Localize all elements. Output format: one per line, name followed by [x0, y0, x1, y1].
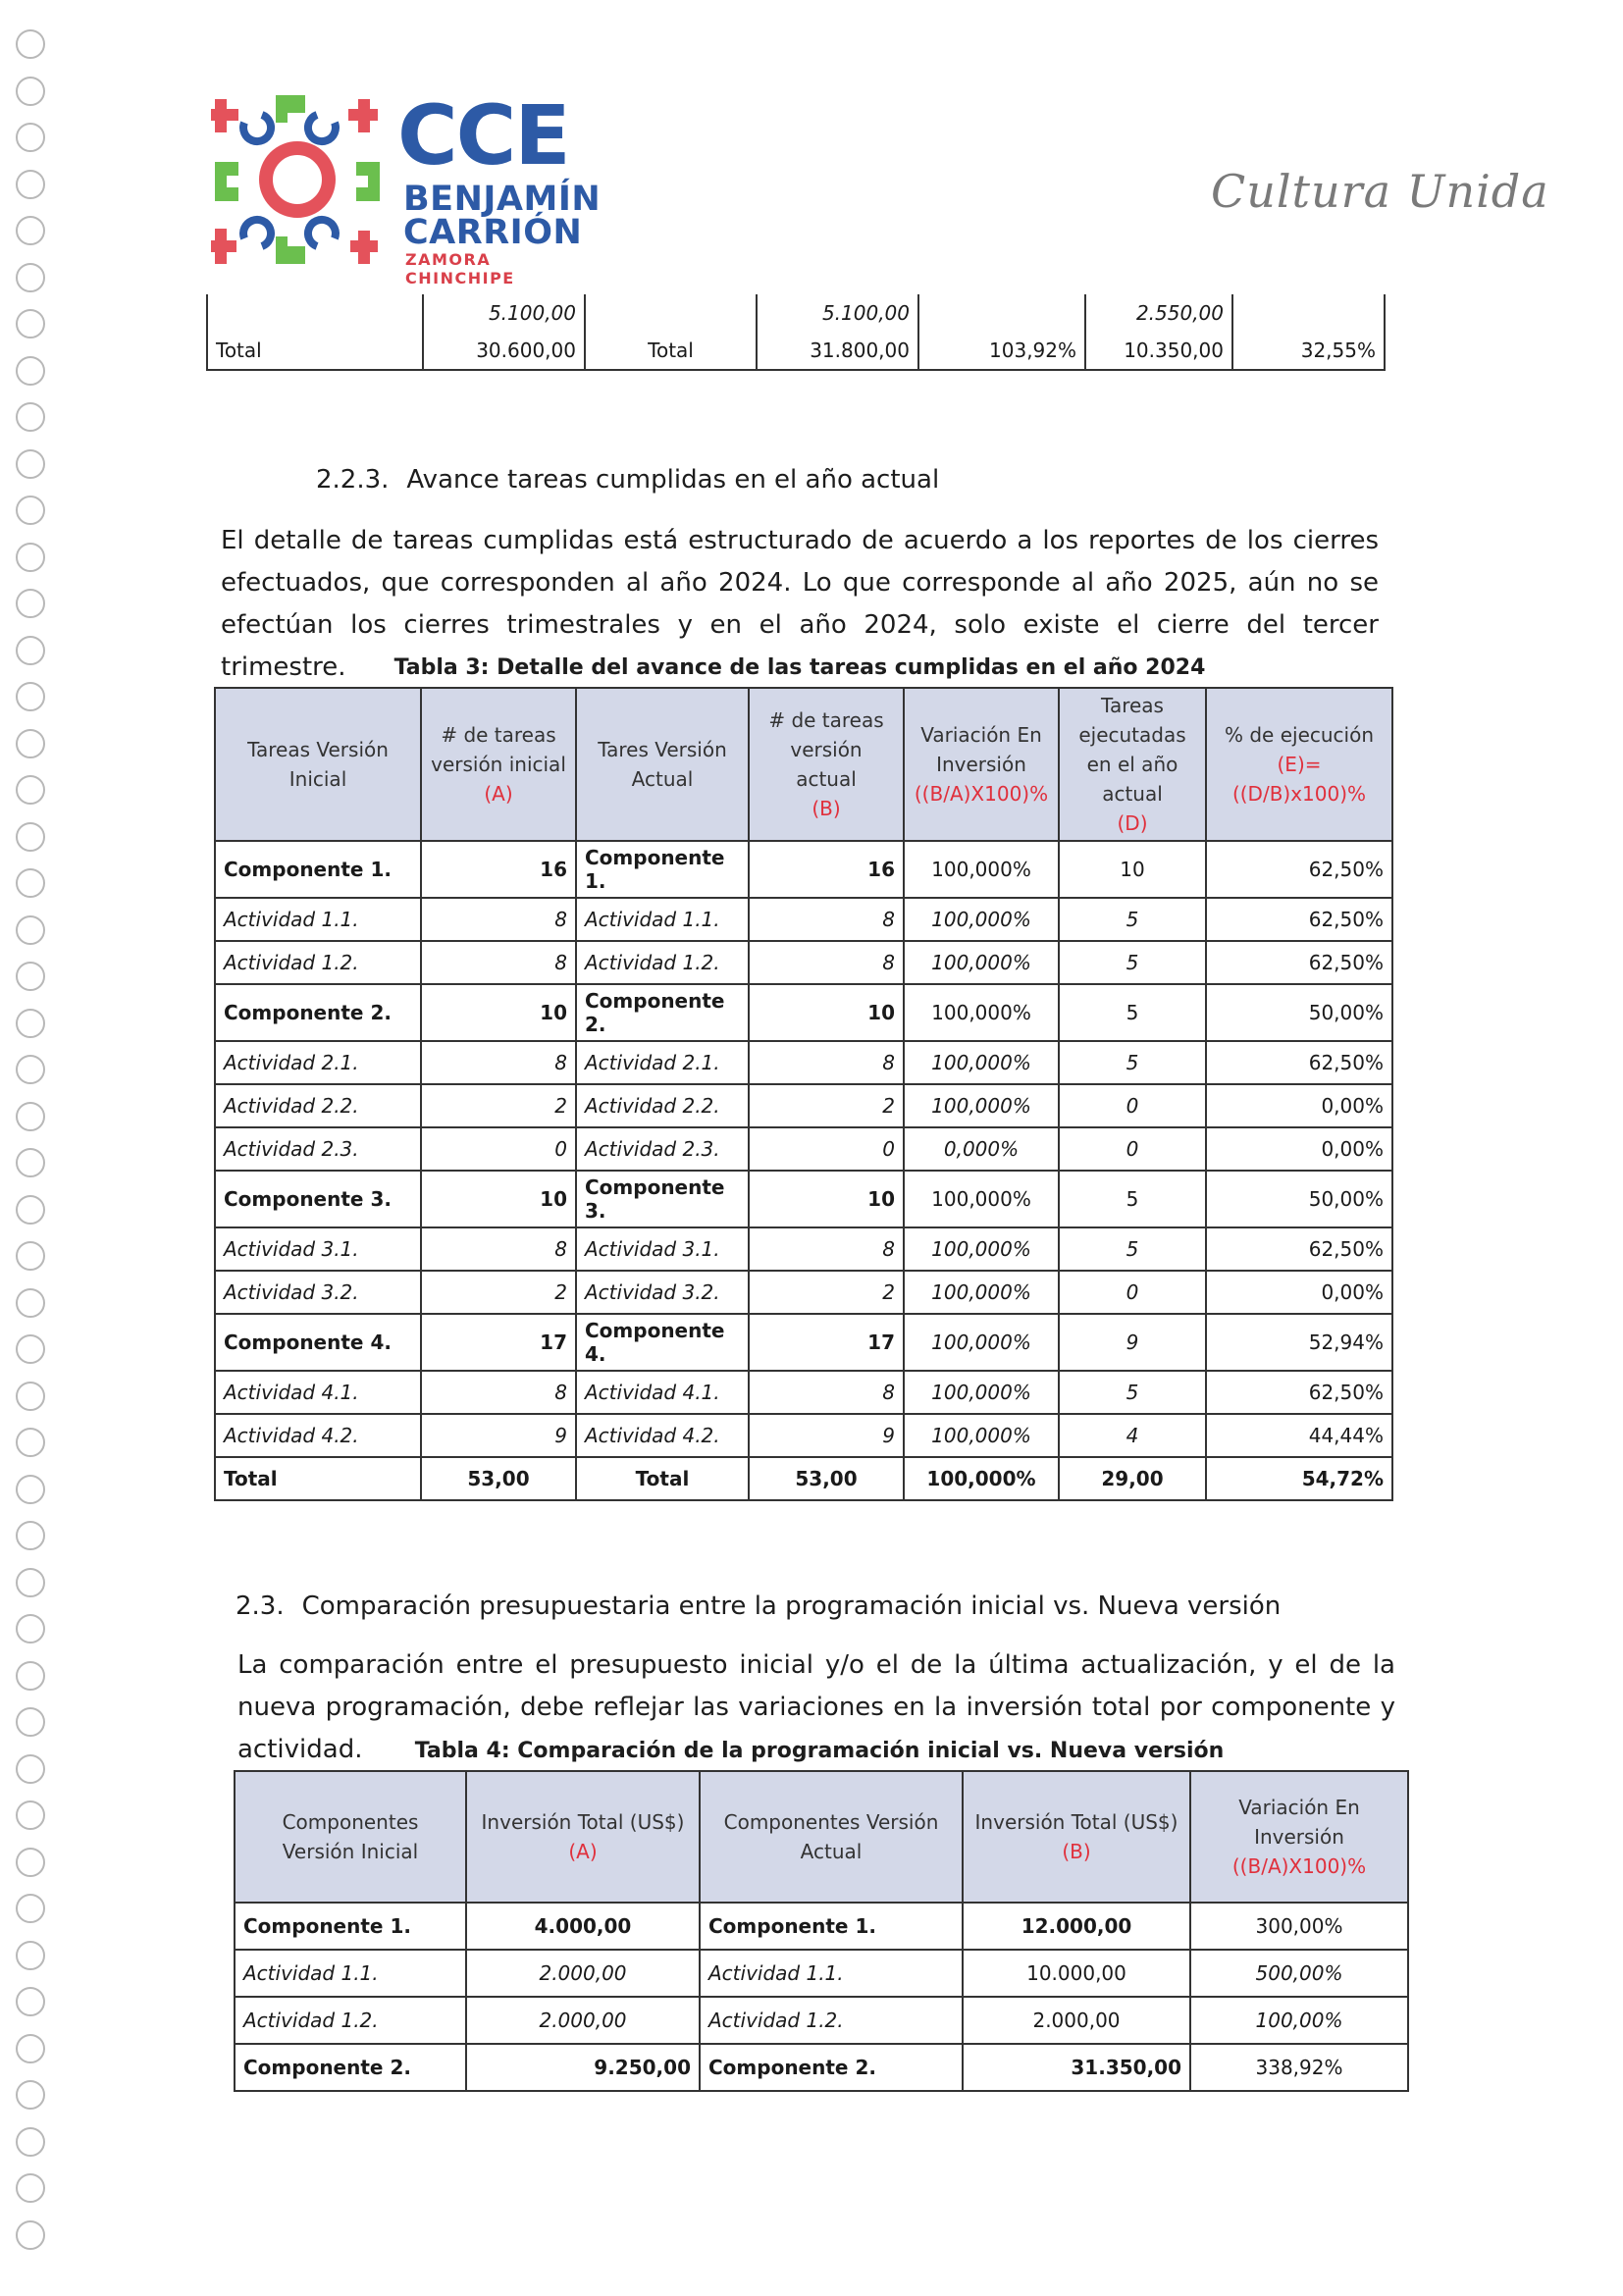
- table-cell: Actividad 4.2.: [215, 1414, 421, 1457]
- table-cell: 5.100,00: [757, 294, 918, 332]
- table-header-cell: [1206, 688, 1392, 841]
- table-header-cell: [904, 688, 1059, 841]
- binding-hole: [16, 682, 45, 711]
- table-cell: Componente 2.: [700, 2044, 963, 2091]
- binding-hole: [16, 1195, 45, 1225]
- binding-hole: [16, 962, 45, 991]
- table-cell: 53,00: [749, 1457, 904, 1500]
- table-cell: 32,55%: [1232, 332, 1385, 370]
- table-header-cell: [1190, 1771, 1408, 1903]
- table-cell: 0,00%: [1206, 1271, 1392, 1314]
- table-cell: Actividad 4.1.: [576, 1371, 749, 1414]
- table-cell: 52,94%: [1206, 1314, 1392, 1371]
- table-cell: 10: [749, 984, 904, 1041]
- table-cell: 4.000,00: [466, 1903, 700, 1950]
- binding-hole: [16, 449, 45, 479]
- table-row: [207, 294, 1385, 332]
- table-cell: 8: [421, 1041, 576, 1084]
- table-header-cell: [421, 688, 576, 841]
- table-cell: Componente 2.: [235, 2044, 466, 2091]
- logo-line-2: CARRIÓN: [403, 213, 583, 252]
- table-cell: 8: [749, 941, 904, 984]
- binding-hole: [16, 1661, 45, 1691]
- table-cell: 0: [421, 1127, 576, 1171]
- binding-hole: [16, 1800, 45, 1830]
- table-cell: 8: [421, 1227, 576, 1271]
- table-cell: 500,00%: [1190, 1950, 1408, 1997]
- binding-hole: [16, 263, 45, 292]
- table-cell: 100,000%: [904, 1414, 1059, 1457]
- table-header-cell: [215, 688, 421, 841]
- table-cell: Componente 4.: [576, 1314, 749, 1371]
- binding-hole: [16, 868, 45, 898]
- binding-hole: [16, 1428, 45, 1457]
- binding-hole: [16, 29, 45, 59]
- binding-hole: [16, 1754, 45, 1784]
- table-cell: 0: [1059, 1084, 1206, 1127]
- binding-hole: [16, 496, 45, 525]
- table-cell: Componente 1.: [215, 841, 421, 898]
- table-cell: Actividad 3.1.: [576, 1227, 749, 1271]
- binding-hole: [16, 543, 45, 572]
- header-formula: (A): [484, 782, 513, 806]
- table-cell: 8: [421, 941, 576, 984]
- table-row: [215, 1084, 1392, 1127]
- table-cell: 30.600,00: [423, 332, 585, 370]
- header-formula: (D): [1117, 811, 1148, 835]
- table-cell: 62,50%: [1206, 1041, 1392, 1084]
- table-cell: 50,00%: [1206, 1171, 1392, 1227]
- table-cell: 10.350,00: [1085, 332, 1232, 370]
- table-cell: 8: [421, 898, 576, 941]
- binding-hole: [16, 356, 45, 386]
- binding-hole: [16, 1334, 45, 1364]
- binding-hole: [16, 1102, 45, 1131]
- table-cell: 12.000,00: [963, 1903, 1190, 1950]
- table-cell: 8: [749, 1371, 904, 1414]
- binding-hole: [16, 1707, 45, 1737]
- table-cell: Actividad 3.2.: [215, 1271, 421, 1314]
- table-cell: 2: [749, 1271, 904, 1314]
- table-cell: Actividad 1.2.: [215, 941, 421, 984]
- table-cell: 62,50%: [1206, 841, 1392, 898]
- table-cell: 2: [421, 1084, 576, 1127]
- table-cell: 2.550,00: [1085, 294, 1232, 332]
- table-4: [234, 1770, 1409, 2092]
- table-row: [215, 1371, 1392, 1414]
- cce-logo-mark-icon: [211, 93, 388, 270]
- table-row: [235, 1997, 1408, 2044]
- table-cell: [585, 294, 757, 332]
- tagline: Cultura Unida: [1211, 165, 1549, 218]
- section-title: Avance tareas cumplidas en el año actual: [406, 465, 940, 495]
- header-text: # de tareas versión actual: [768, 708, 884, 791]
- table-cell: Componente 3.: [215, 1171, 421, 1227]
- table-cell: Total: [207, 332, 423, 370]
- table-cell: 10: [1059, 841, 1206, 898]
- header-text: Tareas ejecutadas en el año actual: [1078, 694, 1186, 806]
- table-cell: 100,00%: [1190, 1997, 1408, 2044]
- table-cell: 2: [421, 1271, 576, 1314]
- table-cell: Actividad 1.1.: [576, 898, 749, 941]
- table-cell: 0: [1059, 1127, 1206, 1171]
- header-text: % de ejecución: [1224, 723, 1375, 747]
- binding-hole: [16, 1941, 45, 1970]
- binding-hole: [16, 2034, 45, 2063]
- table-cell: 31.350,00: [963, 2044, 1190, 2091]
- table3-caption: Tabla 3: Detalle del avance de las tareas cumplidas en el año 2024: [393, 655, 1206, 680]
- binding-hole: [16, 1475, 45, 1504]
- binding-hole: [16, 170, 45, 199]
- table-cell: 100,000%: [904, 1084, 1059, 1127]
- header-text: Componentes Versión Actual: [723, 1810, 939, 1863]
- binding-hole: [16, 915, 45, 945]
- table-row: [215, 1271, 1392, 1314]
- binding-hole: [16, 2127, 45, 2157]
- table-cell: 0: [749, 1127, 904, 1171]
- table-row: [215, 1127, 1392, 1171]
- header-text: Inversión Total (US$): [974, 1810, 1178, 1834]
- table-cell: 10: [749, 1171, 904, 1227]
- table-cell: [1232, 294, 1385, 332]
- table-cell: 100,000%: [904, 984, 1059, 1041]
- table-cell: 9: [421, 1414, 576, 1457]
- table-cell: Actividad 1.1.: [215, 898, 421, 941]
- table-cell: Actividad 4.2.: [576, 1414, 749, 1457]
- binding-hole: [16, 822, 45, 852]
- table-row: [235, 2044, 1408, 2091]
- table-cell: Componente 2.: [576, 984, 749, 1041]
- table-row: [235, 1950, 1408, 1997]
- table-cell: 10.000,00: [963, 1950, 1190, 1997]
- binding-hole: [16, 1894, 45, 1923]
- table-cell: Componente 1.: [576, 841, 749, 898]
- table-cell: 9: [1059, 1314, 1206, 1371]
- table-cell: Actividad 2.1.: [215, 1041, 421, 1084]
- table-cell: 8: [749, 1227, 904, 1271]
- table-cell: Actividad 1.2.: [576, 941, 749, 984]
- table-cell: 0,00%: [1206, 1084, 1392, 1127]
- table-cell: [207, 294, 423, 332]
- section-heading-2-3: [236, 1592, 1281, 1621]
- table-header-row: [215, 688, 1392, 841]
- table-cell: 8: [421, 1371, 576, 1414]
- binding-hole: [16, 123, 45, 152]
- table-cell: Componente 1.: [235, 1903, 466, 1950]
- table-cell: 100,000%: [904, 1271, 1059, 1314]
- table-cell: [918, 294, 1085, 332]
- table-cell: 4: [1059, 1414, 1206, 1457]
- table-header-cell: [576, 688, 749, 841]
- table-cell: 62,50%: [1206, 1371, 1392, 1414]
- paragraph-2-2-3: El detalle de tareas cumplidas está estructurado de acuerdo a los reportes de los cierres efectuados, que corresponden al año 2024. Lo que corresponde al año 2025, aún no se efectúan los cierres trimestrales y en el año 2024, solo existe el cierre del tercer trimestre.: [221, 526, 1379, 682]
- table-cell: 100,000%: [904, 1457, 1059, 1500]
- table-cell: Actividad 1.2.: [235, 1997, 466, 2044]
- table-cell: 100,000%: [904, 941, 1059, 984]
- header-text: Inversión Total (US$): [481, 1810, 685, 1834]
- table-cell: 9: [749, 1414, 904, 1457]
- table-cell: 8: [749, 1041, 904, 1084]
- table-cell: 16: [421, 841, 576, 898]
- binding-hole: [16, 1614, 45, 1644]
- table-cell: 2.000,00: [466, 1950, 700, 1997]
- spiral-binding: [6, 29, 55, 2276]
- table-cell: 2.000,00: [963, 1997, 1190, 2044]
- table-header-cell: [700, 1771, 963, 1903]
- table4-caption: Tabla 4: Comparación de la programación inicial vs. Nueva versión: [414, 1739, 1225, 1763]
- table-cell: 5.100,00: [423, 294, 585, 332]
- binding-hole: [16, 1055, 45, 1084]
- table-cell: Componente 4.: [215, 1314, 421, 1371]
- table-cell: 29,00: [1059, 1457, 1206, 1500]
- header-text: Componentes Versión Inicial: [282, 1810, 419, 1863]
- table-cell: Actividad 1.1.: [235, 1950, 466, 1997]
- binding-hole: [16, 1148, 45, 1177]
- table-cell: Actividad 2.3.: [576, 1127, 749, 1171]
- table-cell: 100,000%: [904, 1371, 1059, 1414]
- table-cell: 53,00: [421, 1457, 576, 1500]
- section-number: 2.2.3.: [316, 465, 390, 495]
- table-row: [215, 1457, 1392, 1500]
- header-formula: ((B/A)X100)%: [1231, 1854, 1367, 1878]
- header-formula: (B): [812, 797, 841, 820]
- header-formula: (B): [1062, 1840, 1091, 1863]
- header-text: Variación En Inversión: [920, 723, 1042, 776]
- binding-hole: [16, 1241, 45, 1271]
- table-header-cell: [749, 688, 904, 841]
- table-cell: Actividad 2.2.: [576, 1084, 749, 1127]
- section-heading-2-2-3: [316, 465, 939, 495]
- binding-hole: [16, 1987, 45, 2016]
- table-cell: 100,000%: [904, 1041, 1059, 1084]
- table-3: [214, 687, 1393, 1501]
- binding-hole: [16, 1288, 45, 1318]
- table-cell: 31.800,00: [757, 332, 918, 370]
- table-row: [207, 332, 1385, 370]
- table-header-cell: [235, 1771, 466, 1903]
- table-continuation: [206, 294, 1386, 371]
- table-cell: 62,50%: [1206, 898, 1392, 941]
- table-cell: 100,000%: [904, 898, 1059, 941]
- table-row: [215, 1227, 1392, 1271]
- table-cell: Total: [585, 332, 757, 370]
- table-cell: 9.250,00: [466, 2044, 700, 2091]
- binding-hole: [16, 77, 45, 106]
- table-header-cell: [963, 1771, 1190, 1903]
- binding-hole: [16, 2080, 45, 2110]
- table-row: [215, 1171, 1392, 1227]
- header-text: Variación En Inversión: [1238, 1796, 1360, 1849]
- binding-hole: [16, 589, 45, 618]
- header-text: # de tareas versión inicial: [431, 723, 566, 776]
- table-cell: Actividad 1.1.: [700, 1950, 963, 1997]
- table-row: [215, 898, 1392, 941]
- table-cell: Actividad 4.1.: [215, 1371, 421, 1414]
- table-header-row: [235, 1771, 1408, 1903]
- table-cell: 50,00%: [1206, 984, 1392, 1041]
- table-row: [215, 1041, 1392, 1084]
- table-cell: Total: [576, 1457, 749, 1500]
- table-row: [215, 941, 1392, 984]
- table-row: [215, 841, 1392, 898]
- header-text: Tares Versión Actual: [598, 738, 727, 791]
- table-cell: 10: [421, 1171, 576, 1227]
- table-cell: 0,000%: [904, 1127, 1059, 1171]
- table-cell: 17: [421, 1314, 576, 1371]
- binding-hole: [16, 1521, 45, 1550]
- logo-cce-text: CCE: [397, 87, 569, 183]
- table-cell: Actividad 1.2.: [700, 1997, 963, 2044]
- table-cell: 103,92%: [918, 332, 1085, 370]
- table-cell: Actividad 2.1.: [576, 1041, 749, 1084]
- table-cell: 2.000,00: [466, 1997, 700, 2044]
- table-row: [215, 1414, 1392, 1457]
- table-cell: 5: [1059, 984, 1206, 1041]
- table-cell: 16: [749, 841, 904, 898]
- table-cell: Total: [215, 1457, 421, 1500]
- table-cell: 100,000%: [904, 1314, 1059, 1371]
- binding-hole: [16, 2220, 45, 2250]
- binding-hole: [16, 1009, 45, 1038]
- table-cell: 62,50%: [1206, 1227, 1392, 1271]
- header-formula: (A): [568, 1840, 598, 1863]
- binding-hole: [16, 2173, 45, 2203]
- binding-hole: [16, 309, 45, 339]
- binding-hole: [16, 1568, 45, 1597]
- table-cell: 5: [1059, 1371, 1206, 1414]
- table-cell: 338,92%: [1190, 2044, 1408, 2091]
- table-cell: 54,72%: [1206, 1457, 1392, 1500]
- table-cell: Actividad 2.2.: [215, 1084, 421, 1127]
- table-cell: 5: [1059, 941, 1206, 984]
- header-formula: ((B/A)X100)%: [914, 782, 1049, 806]
- table-cell: 100,000%: [904, 841, 1059, 898]
- table-row: [215, 1314, 1392, 1371]
- table-cell: Actividad 3.2.: [576, 1271, 749, 1314]
- table-cell: Actividad 2.3.: [215, 1127, 421, 1171]
- table-cell: Componente 2.: [215, 984, 421, 1041]
- table-cell: Componente 3.: [576, 1171, 749, 1227]
- binding-hole: [16, 1382, 45, 1411]
- table-cell: 2: [749, 1084, 904, 1127]
- table-cell: 62,50%: [1206, 941, 1392, 984]
- section-title: Comparación presupuestaria entre la programación inicial vs. Nueva versión: [301, 1592, 1282, 1621]
- table-header-cell: [466, 1771, 700, 1903]
- table-row: [235, 1903, 1408, 1950]
- header-formula: (E)=((D/B)x100)%: [1231, 753, 1367, 806]
- binding-hole: [16, 636, 45, 665]
- header-text: Tareas Versión Inicial: [247, 738, 389, 791]
- table-cell: 0: [1059, 1271, 1206, 1314]
- table-cell: 100,000%: [904, 1171, 1059, 1227]
- table-header-cell: [1059, 688, 1206, 841]
- table-cell: 100,000%: [904, 1227, 1059, 1271]
- binding-hole: [16, 729, 45, 758]
- table-row: [215, 984, 1392, 1041]
- table-cell: 5: [1059, 1041, 1206, 1084]
- table-cell: 10: [421, 984, 576, 1041]
- binding-hole: [16, 216, 45, 245]
- table-cell: 300,00%: [1190, 1903, 1408, 1950]
- binding-hole: [16, 1848, 45, 1877]
- table-cell: 5: [1059, 898, 1206, 941]
- cce-logo: [211, 87, 602, 287]
- binding-hole: [16, 402, 45, 432]
- table-cell: 17: [749, 1314, 904, 1371]
- paragraph-2-3: La comparación entre el presupuesto inicial y/o el de la última actualización, y el de la nueva programación, debe reflejar las variaciones en la inversión total por componente y actividad.: [237, 1650, 1395, 1764]
- table-cell: Componente 1.: [700, 1903, 963, 1950]
- logo-line-3: ZAMORA CHINCHIPE: [405, 250, 515, 287]
- logo-line-1: BENJAMÍN: [403, 180, 602, 219]
- table-cell: 5: [1059, 1227, 1206, 1271]
- table-cell: 0,00%: [1206, 1127, 1392, 1171]
- binding-hole: [16, 775, 45, 805]
- table-cell: Actividad 3.1.: [215, 1227, 421, 1271]
- table-cell: 5: [1059, 1171, 1206, 1227]
- table-cell: 44,44%: [1206, 1414, 1392, 1457]
- section-number: 2.3.: [236, 1592, 285, 1621]
- table-cell: 8: [749, 898, 904, 941]
